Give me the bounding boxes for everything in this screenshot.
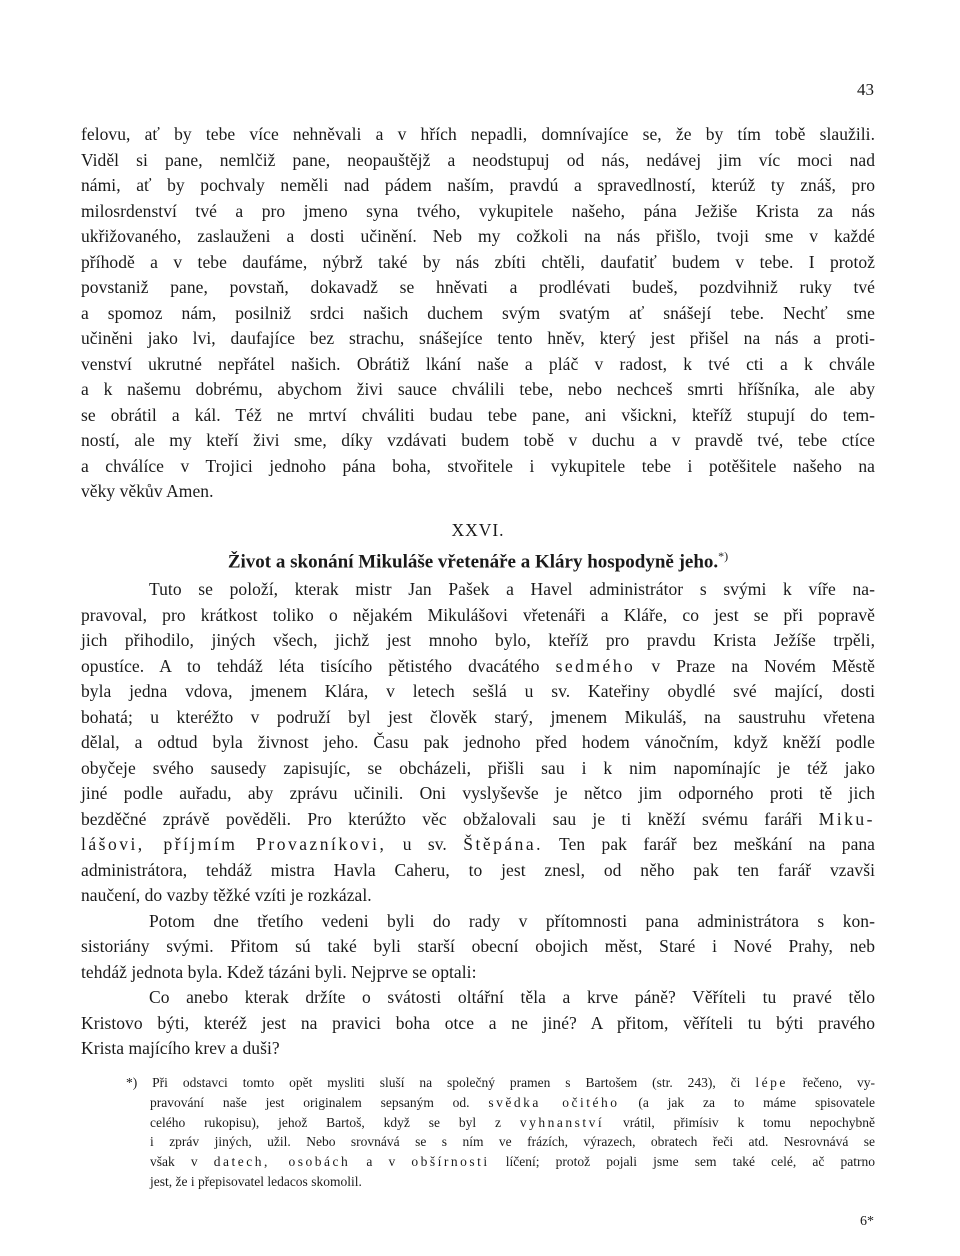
narrative-paragraph [81,577,875,909]
spaced-text: lépe [755,1075,788,1090]
footnote-line [134,1113,875,1133]
spaced-text: Miku- [818,808,875,829]
text-line: ností, ale my kteří živi sme, díky vzdávati budem tobě v duchu a v pravdě tvé, tebe ctíce [81,430,875,450]
text-line [81,654,875,680]
prayer-paragraph [81,122,875,505]
spaced-text: Štěpána. [463,834,544,855]
text-line: pravoval, pro krátkost toliko o nějakém Mikulášovi vřetenáři a Kláře, co jest se při popravě [81,604,875,625]
text-run: v Praze na Novém Městě [635,655,875,676]
text-line: Kristovo býti, kteréž jest na pravici boha otce a ne jiné? A přitom, věříteli tu býti pravého [81,1012,875,1033]
footnote-line [126,1073,875,1093]
text-line: učiněni jako lvi, daufajíce bez strachu, snášejíce tento hněv, který jest přišel na nás a proti- [81,328,875,348]
text-run: opustíce. A to tehdáž léta tisícího pětistého dvacátého [81,655,556,676]
text-line: se obrátil a kál. Též ne mrtví chváliti budau tebe pane, ani všickni, kteříž stupují do tem- [81,404,875,425]
chapter-number: XXVI. [451,519,505,540]
spaced-text: svědka očitého [488,1094,620,1110]
text-line: a k našemu dobrému, abychom živi sauce chválili tebe, nebo nechceš smrti hříšníka, ale aby [81,379,875,399]
text-run: u sv. [386,834,464,855]
text-run: (a jak za to máme spisovatele [619,1094,875,1110]
page-number: 43 [857,80,874,99]
footnote-line: jest, že i přepisovatel ledacos skomolil. [150,1173,362,1189]
page-body [81,122,875,1062]
text-run: celého rukopisu), jehož Bartoš, když se byl z [150,1114,520,1130]
spaced-text: sedmého [555,655,636,676]
footnote-line [134,1152,875,1172]
chapter-title [81,543,875,575]
text-run: líčení; protož pojali jsme sem také celé, ač patrno [489,1154,875,1170]
text-line: felovu, ať by tebe více nehněvali a v hřích nepadli, domnívajíce se, že by tím tobě slaužili. [81,124,875,144]
signature-mark: 6* [860,1214,874,1229]
text-line: Tuto se položí, kterak mistr Jan Pašek a Havel administrátor s svými k víře na- [149,579,875,600]
text-line: tehdáž jednota byla. Kdež tázáni byli. Nejprve se optali: [81,961,477,982]
text-line: Krista majícího krev a duši? [81,1038,280,1059]
text-run: pravování naše jest originalem sepsaným od. [150,1094,489,1110]
footnote-reference: *) [718,549,729,563]
text-line: Co anebo kterak držíte o svátosti oltářní těla a krve páně? Věříteli tu pravé tělo [149,987,875,1008]
text-line: dělal, a odtud byla živnost jeho. Času pak jednoho před hodem vánočním, když kněží podle [81,732,875,753]
text-line: příhodě a v tebe daufáme, nýbrž také by nás zbíti chtěli, daufatiť budem v tebe. I protož [81,251,875,272]
footnote-line: i zpráv jiných, užil. Nebo srovnává se s ním ve frázích, výrazech, obratech řeči atd. Nesrovnává se [150,1134,875,1150]
text-line: námi, ať by pochvaly neměli nad pádem naším, pravdú a spravedlností, kterúž ty znáš, pro [81,175,875,195]
text-line: a spomoz nám, posilniž srdci našich duchem svým svatým ať snášejí tebe. Nechť sme [81,302,875,323]
spaced-text: vyhnanství [519,1114,605,1130]
text-line: bohatá; u kteréžto v podruží byl jest člověk starý, jmenem Mikuláš, na saustruhu vřetena [81,706,875,727]
text-run: vrátil, přimísiv k tomu nepochybně [604,1114,875,1130]
text-run: a v [350,1154,412,1170]
text-line: Potom dne třetího vedeni byli do rady v přítomnosti pana administrátora s kon- [149,910,875,931]
text-line: a chválíce v Trojici jednoho pána boha, stvořitele i vykupitele tebe i potěšitele našeho na [81,455,875,476]
text-run: *) Při odstavci tomto opět mysliti sluší na společný pramen s Bartošem (str. 243), či [126,1075,756,1090]
text-line: administrátora, tehdáž mistra Havla Caheru, to jest znesl, od něho pak ten farář vzavši [81,859,875,880]
text-line: věky věkův Amen. [81,481,214,501]
text-line: jich přihodilo, jiných všech, jichž jest mnoho bylo, kteříž pro pravdu Krista Ježíše trpěli, [81,630,875,651]
spaced-text: obšírnosti [411,1154,490,1170]
text-line: milosrdenství tvé a pro jmeno syna tvého, vykupitele našeho, pána Ježiše Krista za nás [81,200,875,221]
text-run: řečeno, vy- [787,1075,875,1090]
footnote [126,1073,875,1192]
spaced-text: datech, osobách [213,1154,351,1170]
text-run: však v [150,1154,214,1170]
footnote-line [134,1093,875,1113]
narrative-paragraph [81,909,875,986]
text-line: obyčeje svého sausedy zapisujíc, se obcházeli, přišli sau i k nim napomínajíc je též jako [81,757,875,778]
text-run: Ten pak farář bez meškání na pana [543,834,876,855]
text-line: povstaniž pane, povstaň, dokavadž se hněvati a prodlévati budeš, pozdvihniž ruky tvé [81,277,875,297]
text-line [81,807,875,833]
chapter-title-text: Život a skonání Mikuláše vřetenáře a Kláry hospodyně jeho. [227,551,719,573]
text-run: bezděčné zprávě pověděli. Pro kterúžto věc obžalovali sau je ti kněží svému faráři [81,808,819,829]
text-line [81,832,875,858]
spaced-text: lášovi, příjmím Provazníkovi, [81,834,387,855]
narrative-paragraph [81,985,875,1062]
text-line: byla jedna vdova, jmenem Klára, v letech sešlá u sv. Kateřiny obydlé své mající, dosti [81,681,875,702]
text-line: venství ukrutné nepřátel našich. Obrátiž lkání naše a pláč v radost, k tvé cti a k chvále [81,353,875,374]
text-line: jiné podle auřadu, aby zprávu učinili. Oni vyslyševše je nětco jim odporného proti tě jich [81,783,875,804]
text-line: naučení, do vazby těžké vzíti je rozkázal. [81,885,372,906]
text-line: Viděl si pane, nemlčiž pane, neopauštějž a neodstupuj od nás, nedávej jim víc moci nad [81,149,875,170]
text-line: ukřižovaného, zaslauženi a dosti učinění. Neb my cožkoli na nás přišlo, tvoji sme v každé [81,226,875,246]
text-line: sistoriány svými. Přitom sú také byli starší obecní obojich měst, Staré i Nové Prahy, neb [81,936,875,957]
